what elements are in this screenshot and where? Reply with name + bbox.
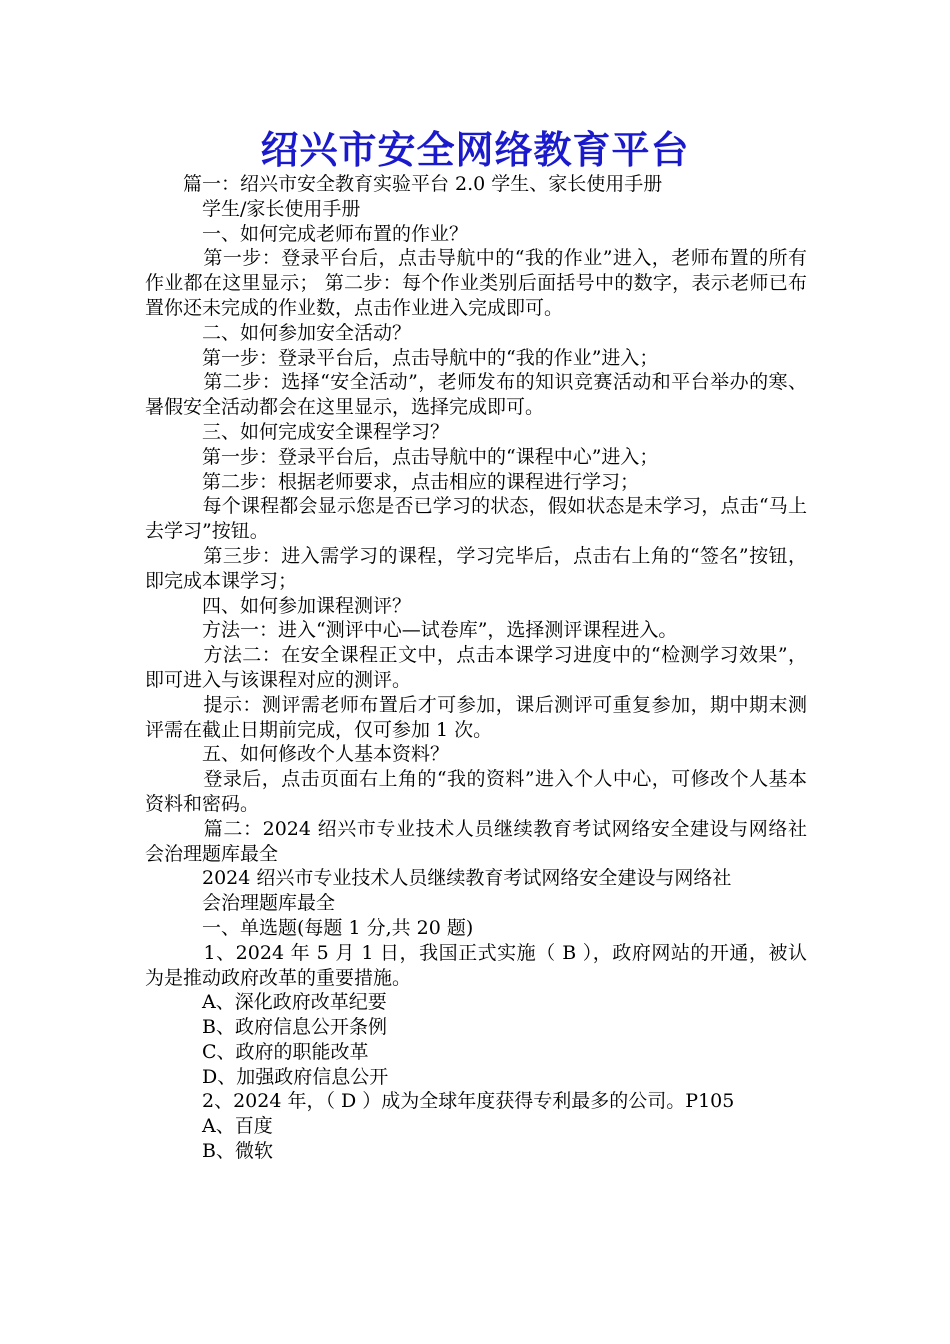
paragraph: 方法二：在安全课程正文中，点击本课学习进度中的“检测学习效果”，即可进入与该课程对应的测评。 bbox=[145, 644, 807, 691]
paragraph: 1、2024 年 5 月 1 日，我国正式实施（ B ），政府网站的开通，被认为是推动政府改革的重要措施。 bbox=[145, 941, 807, 989]
paragraph: 第一步：登录平台后，点击导航中的“我的作业”进入； bbox=[145, 346, 659, 369]
paragraph: 篇二：2024 绍兴市专业技术人员继续教育考试网络安全建设与网络社会治理题库最全 bbox=[145, 817, 807, 865]
paragraph: 一、如何完成老师布置的作业？ bbox=[145, 222, 469, 245]
paragraph: 第一步：登录平台后，点击导航中的“我的作业”进入，老师布置的所有作业都在这里显示； 第二步：每个作业类别后面括号中的数字，表示老师已布置你还未完成的作业数，点击作业进入完成即可。 bbox=[145, 247, 807, 319]
paragraph: 2、2024 年，（ D ）成为全球年度获得专利最多的公司。P105 bbox=[145, 1090, 735, 1113]
paragraph: 第二步：根据老师要求，点击相应的课程进行学习； bbox=[145, 470, 640, 493]
paragraph: 一、单选题(每题 1 分,共 20 题) bbox=[145, 916, 474, 939]
paragraph: 方法一：进入“测评中心—试卷库”，选择测评课程进入。 bbox=[145, 619, 678, 642]
option-line: B、政府信息公开条例 bbox=[145, 1016, 387, 1039]
option-line: B、微软 bbox=[145, 1140, 273, 1163]
paragraph: 提示：测评需老师布置后才可参加，课后测评可重复参加，期中期末测评需在截止日期前完成，仅可参加 1 次。 bbox=[145, 693, 807, 741]
paragraph: 每个课程都会显示您是否已学习的状态，假如状态是未学习，点击“马上去学习”按钮。 bbox=[145, 495, 807, 543]
paragraph: 会治理题库最全 bbox=[145, 892, 336, 915]
option-line: D、加强政府信息公开 bbox=[145, 1065, 389, 1088]
document-body bbox=[145, 172, 807, 1164]
paragraph: 第三步：进入需学习的课程，学习完毕后，点击右上角的“签名”按钮，即完成本课学习； bbox=[145, 544, 807, 592]
option-line: C、政府的职能改革 bbox=[145, 1040, 369, 1063]
option-line: A、深化政府改革纪要 bbox=[145, 991, 387, 1014]
paragraph: 第一步：登录平台后，点击导航中的“课程中心”进入； bbox=[145, 445, 659, 468]
paragraph: 2024 绍兴市专业技术人员继续教育考试网络安全建设与网络社 bbox=[145, 867, 732, 890]
paragraph: 四、如何参加课程测评？ bbox=[145, 594, 412, 617]
paragraph: 学生/家长使用手册 bbox=[145, 197, 361, 220]
paragraph: 第二步：选择“安全活动”，老师发布的知识竞赛活动和平台举办的寒、暑假安全活动都会在这里显示，选择完成即可。 bbox=[145, 371, 807, 419]
paragraph: 篇一：绍兴市安全教育实验平台 2.0 学生、家长使用手册 bbox=[145, 173, 663, 195]
paragraph: 五、如何修改个人基本资料？ bbox=[145, 743, 450, 766]
option-line: A、百度 bbox=[145, 1115, 273, 1138]
document-title: 绍兴市安全网络教育平台 bbox=[260, 128, 690, 172]
paragraph: 登录后，点击页面右上角的“我的资料”进入个人中心，可修改个人基本资料和密码。 bbox=[145, 768, 807, 815]
paragraph: 三、如何完成安全课程学习？ bbox=[145, 420, 450, 443]
paragraph: 二、如何参加安全活动？ bbox=[145, 321, 412, 344]
